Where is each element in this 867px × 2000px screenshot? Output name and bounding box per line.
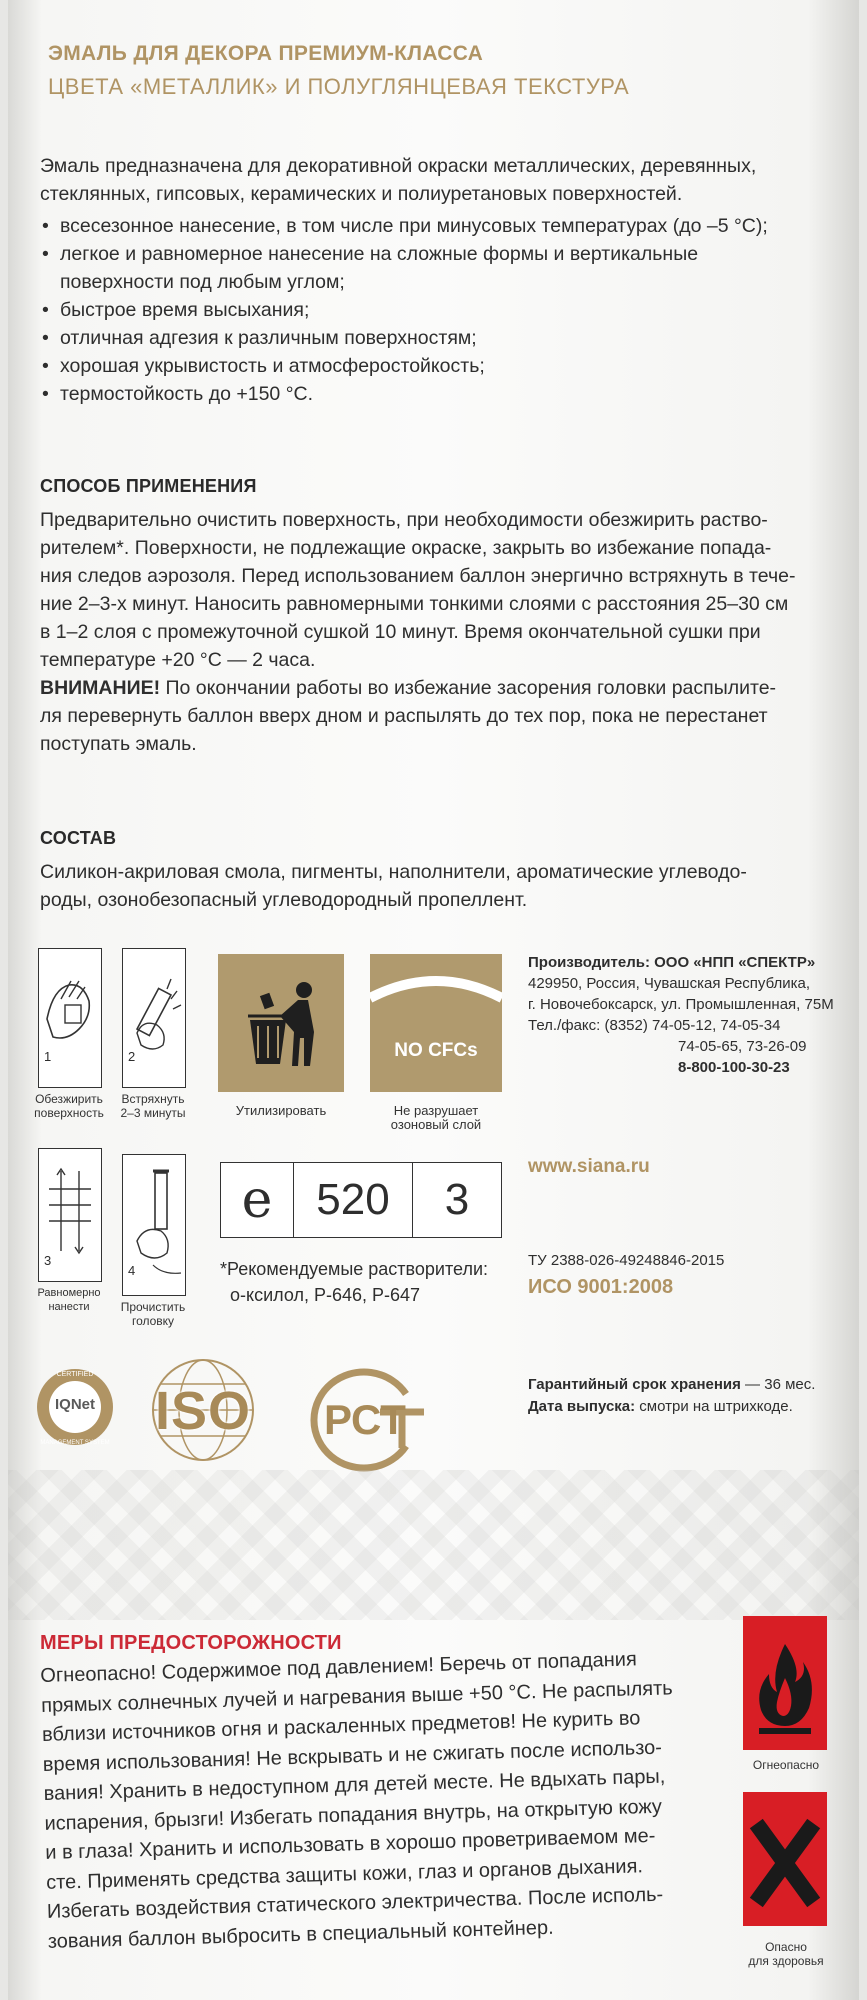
address-line: 429950, Россия, Чувашская Республика, <box>528 975 811 992</box>
address-line: г. Новочебоксарск, ул. Промышленная, 75М <box>528 996 834 1013</box>
precautions-line: сте. Применять средства защиты кожи, глаз и органов дыхания. <box>45 1854 644 1894</box>
e-mark-volume-symbol: 3 <box>444 1175 470 1224</box>
product-subtitle: ЦВЕТА «МЕТАЛЛИК» И ПОЛУГЛЯНЦЕВАЯ ТЕКСТУРА <box>48 74 630 99</box>
composition-title: СОСТАВ <box>40 828 117 848</box>
warning-line: ВНИМАНИЕ! По окончании работы во избежание засорения головки распылите- <box>40 677 777 699</box>
health-hazard-box <box>743 1792 827 1926</box>
ozone-arc-icon <box>370 954 502 1092</box>
svg-text:MANAGEMENT SYSTEM: MANAGEMENT SYSTEM <box>40 1440 110 1446</box>
e-mark-number: 520 <box>294 1163 413 1237</box>
trash-bin-icon <box>218 954 344 1092</box>
dispose-icon-box <box>218 954 344 1092</box>
feature-list <box>40 212 850 408</box>
composition-text <box>40 858 850 914</box>
precautions-title: МЕРЫ ПРЕДОСТОРОЖНОСТИ <box>40 1632 342 1654</box>
feature-item: • быстрое время высыхания; <box>40 296 850 324</box>
product-title: ЭМАЛЬ ДЛЯ ДЕКОРА ПРЕМИУМ-КЛАССА <box>48 42 484 65</box>
phone-line: Тел./факс: (8352) 74-05-12, 74-05-34 <box>528 1017 781 1034</box>
shake-can-icon <box>123 949 185 1087</box>
intro-line: Эмаль предназначена для декоративной окраски металлических, деревянных, <box>40 155 757 177</box>
precautions-line: Огнеопасно! Содержимое под давлением! Беречь от попадания <box>40 1648 638 1687</box>
pictogram-number: 2 <box>128 1049 136 1064</box>
shelf-life-block <box>528 1374 815 1418</box>
degrease-caption: Обезжирить поверхность <box>34 1092 104 1120</box>
shake-pictogram <box>122 948 186 1088</box>
iqnet-text: IQNet <box>54 1396 95 1413</box>
release-date-line: Дата выпуска: смотри на штрихкоде. <box>528 1398 793 1415</box>
solvents-block <box>220 1256 488 1308</box>
intro-text <box>40 152 850 208</box>
svg-text:CERTIFIED: CERTIFIED <box>56 1371 94 1378</box>
feature-item: • хорошая укрывистость и атмосферостойкость; <box>40 352 850 380</box>
usage-line: температуре +20 °С — 2 часа. <box>40 649 316 671</box>
usage-line: в 1–2 слоя с промежуточной сушкой 10 минут. Время окончательной сушки при <box>40 621 761 643</box>
composition-line: роды, озонобезопасный углеводородный пропеллент. <box>40 889 528 911</box>
usage-title: СПОСОБ ПРИМЕНЕНИЯ <box>40 476 257 496</box>
no-cfc-caption: Не разрушает озоновый слой <box>390 1103 482 1132</box>
iso-logo <box>138 1354 268 1466</box>
flame-icon <box>743 1616 827 1750</box>
composition-line: Силикон-акриловая смола, пигменты, наполнители, ароматические углеводо- <box>40 861 747 883</box>
usage-line: рителем*. Поверхности, не подлежащие окраске, закрыть во избежание попада- <box>40 537 772 559</box>
pictogram-number: 1 <box>44 1049 52 1064</box>
tu-code: ТУ 2388-026-49248846-2015 <box>528 1252 725 1269</box>
shake-caption: Встряхнуть 2–3 минуты <box>120 1092 186 1120</box>
clean-nozzle-pictogram <box>122 1154 186 1296</box>
pct-text: РСТ <box>324 1396 406 1443</box>
solvents-list: о-ксилол, Р-646, Р-647 <box>230 1285 421 1305</box>
website-link[interactable]: www.siana.ru <box>528 1156 650 1177</box>
shelf-life-line: Гарантийный срок хранения — 36 мес. <box>528 1376 816 1393</box>
pictogram-number: 3 <box>44 1253 52 1268</box>
manufacturer-label: Производитель: ООО «НПП «СПЕКТР» <box>528 954 816 971</box>
phone-line: 74-05-65, 73-26-09 <box>678 1038 807 1055</box>
hand-wipe-icon <box>39 949 101 1087</box>
hotline-number: 8-800-100-30-23 <box>678 1059 790 1076</box>
usage-line: ля перевернуть баллон вверх дном и распылять до тех пор, пока не перестанет <box>40 705 768 727</box>
e-mark-table <box>220 1162 502 1238</box>
feature-item: • термостойкость до +150 °С. <box>40 380 850 408</box>
usage-line: ние 2–3-х минут. Наносить равномерными тонкими слоями с расстояния 25–30 см <box>40 593 789 615</box>
solvents-label: *Рекомендуемые растворители: <box>220 1259 488 1279</box>
precautions-line: прямых солнечных лучей и нагревания выше +50 °С. Не распылять <box>40 1676 673 1717</box>
precautions-line: Избегать воздействия статического электричества. После исполь- <box>46 1883 664 1923</box>
flammable-hazard-box <box>743 1616 827 1750</box>
intro-line: стеклянных, гипсовых, керамических и полиуретановых поверхностей. <box>40 183 683 205</box>
flammable-caption: Огнеопасно <box>752 1758 820 1772</box>
usage-text <box>40 506 850 758</box>
feature-item: • легкое и равномерное нанесение на сложные формы и вертикальные поверхности под любым углом; <box>40 240 850 296</box>
usage-line: поступать эмаль. <box>40 733 197 755</box>
precautions-line: вблизи источников огня и раскаленных предметов! Не курить во <box>41 1707 641 1746</box>
manufacturer-block <box>528 952 848 1078</box>
warning-label: ВНИМАНИЕ! <box>40 677 161 699</box>
degrease-pictogram <box>38 948 102 1088</box>
label-background <box>8 0 859 2000</box>
usage-line: Предварительно очистить поверхность, при необходимости обезжирить раство- <box>40 509 768 531</box>
health-caption: Опасно для здоровья <box>748 1940 824 1968</box>
usage-line: ния следов аэрозоля. Перед использованием баллон энергично встряхнуть в тече- <box>40 565 796 587</box>
dispose-caption: Утилизировать <box>235 1103 327 1118</box>
x-cross-icon <box>743 1792 827 1926</box>
pct-logo <box>298 1368 434 1472</box>
iso-standard: ИСО 9001:2008 <box>528 1276 674 1298</box>
feature-item: • всесезонное нанесение, в том числе при минусовых температурах (до –5 °С); <box>40 212 850 240</box>
iso-text: ISO <box>154 1381 252 1441</box>
precautions-line: испарения, брызги! Избегать попадания внутрь, на открытую кожу <box>44 1795 663 1835</box>
precautions-line: вания! Хранить в недоступном для детей месте. Не вдыхать пары, <box>43 1765 666 1805</box>
feature-item: • отличная адгезия к различным поверхностям; <box>40 324 850 352</box>
no-cfc-box <box>370 954 502 1092</box>
ornament-band <box>8 1470 859 1620</box>
precautions-text <box>40 1643 728 1957</box>
no-cfc-text: NO CFCs <box>394 1040 478 1061</box>
precautions-line: и в глаза! Хранить и использовать в хорошо проветриваемом ме- <box>45 1824 656 1864</box>
apply-caption: Равномерно нанести <box>37 1287 101 1313</box>
precautions-line: время использования! Не вскрывать и не сжигать после использо- <box>42 1736 663 1776</box>
apply-pictogram <box>38 1148 102 1282</box>
iqnet-logo <box>34 1356 116 1458</box>
clean-nozzle-caption: Прочистить головку <box>120 1300 186 1328</box>
pictogram-number: 4 <box>128 1263 136 1278</box>
e-mark-letter: e <box>221 1163 294 1237</box>
precautions-line: зования баллон выбросить в специальный контейнер. <box>47 1916 554 1953</box>
